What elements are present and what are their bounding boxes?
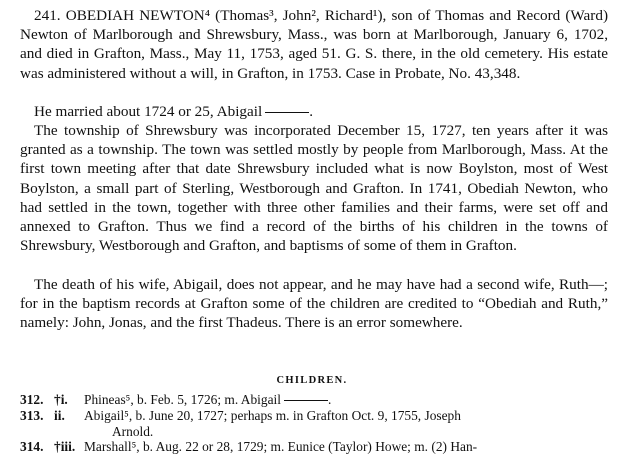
child-description: Phineas⁵, b. Feb. 5, 1726; m. Abigail bbox=[84, 392, 281, 407]
entry-paragraph-second-wife: The death of his wife, Abigail, does not appear, and he may have had a second wife, Ruth—; for in the baptism records at Grafton some of the children are credited to “Obediah and Ruth,” namely: John, Jonas, and the first Thadeus. There is an error somewhere. bbox=[20, 276, 608, 332]
child-number: 312. bbox=[20, 392, 44, 407]
marriage-text: He married about 1724 or 25, Abigail bbox=[34, 103, 263, 120]
child-entry bbox=[20, 408, 620, 439]
blank-line bbox=[265, 112, 309, 113]
child-continuation: Arnold. bbox=[112, 423, 154, 439]
child-number: 314. bbox=[20, 439, 44, 454]
entry-paragraph-intro: 241. OBEDIAH NEWTON⁴ (Thomas³, John², Richard¹), son of Thomas and Record (Ward) Newton of Marlborough and Shrewsbury, Mass., was born at Marlborough, January 6, 1702, and died in Grafton, Mass., May 11, 1753, aged 51. G. S. there, in the old cemetery. His estate was administered without a will, in Grafton, in 1753. Case in Probate, No. 43,348. bbox=[20, 7, 608, 82]
child-description: Marshall⁵, b. Aug. 22 or 28, 1729; m. Eunice (Taylor) Howe; m. (2) Han- bbox=[84, 439, 478, 454]
child-number: 313. bbox=[20, 408, 44, 423]
child-roman-numeral: ii. bbox=[54, 408, 65, 423]
child-roman-numeral: †iii. bbox=[54, 439, 76, 454]
child-roman-numeral: †i. bbox=[54, 392, 68, 407]
child-entry bbox=[20, 392, 620, 408]
children-heading: CHILDREN. bbox=[276, 375, 348, 386]
blank-line bbox=[284, 400, 328, 401]
entry-paragraph-marriage: He married about 1724 or 25, Abigail . bbox=[34, 103, 313, 120]
child-text: Phineas⁵, b. Feb. 5, 1726; m. Abigail . bbox=[84, 392, 332, 407]
entry-paragraph-township: The township of Shrewsbury was incorporated December 15, 1727, ten years after it was granted as a township. The town was settled mostly by people from Marlborough, Mass. At the first town meeting after that date Shrewsbury included what is now Boylston, most of West Boylston, a small part of Sterling, Westborough and Grafton. In 1741, Obediah Newton, who had settled in the town, together with three other families and their farms, were set off and annexed to Grafton. Thus we find a record of the births of his children in the towns of Shrewsbury, Westborough and Grafton, and baptisms of some of them in Grafton. bbox=[20, 122, 608, 255]
child-entry bbox=[20, 439, 620, 455]
child-description: Abigail⁵, b. June 20, 1727; perhaps m. in Grafton Oct. 9, 1755, Joseph bbox=[84, 408, 461, 423]
